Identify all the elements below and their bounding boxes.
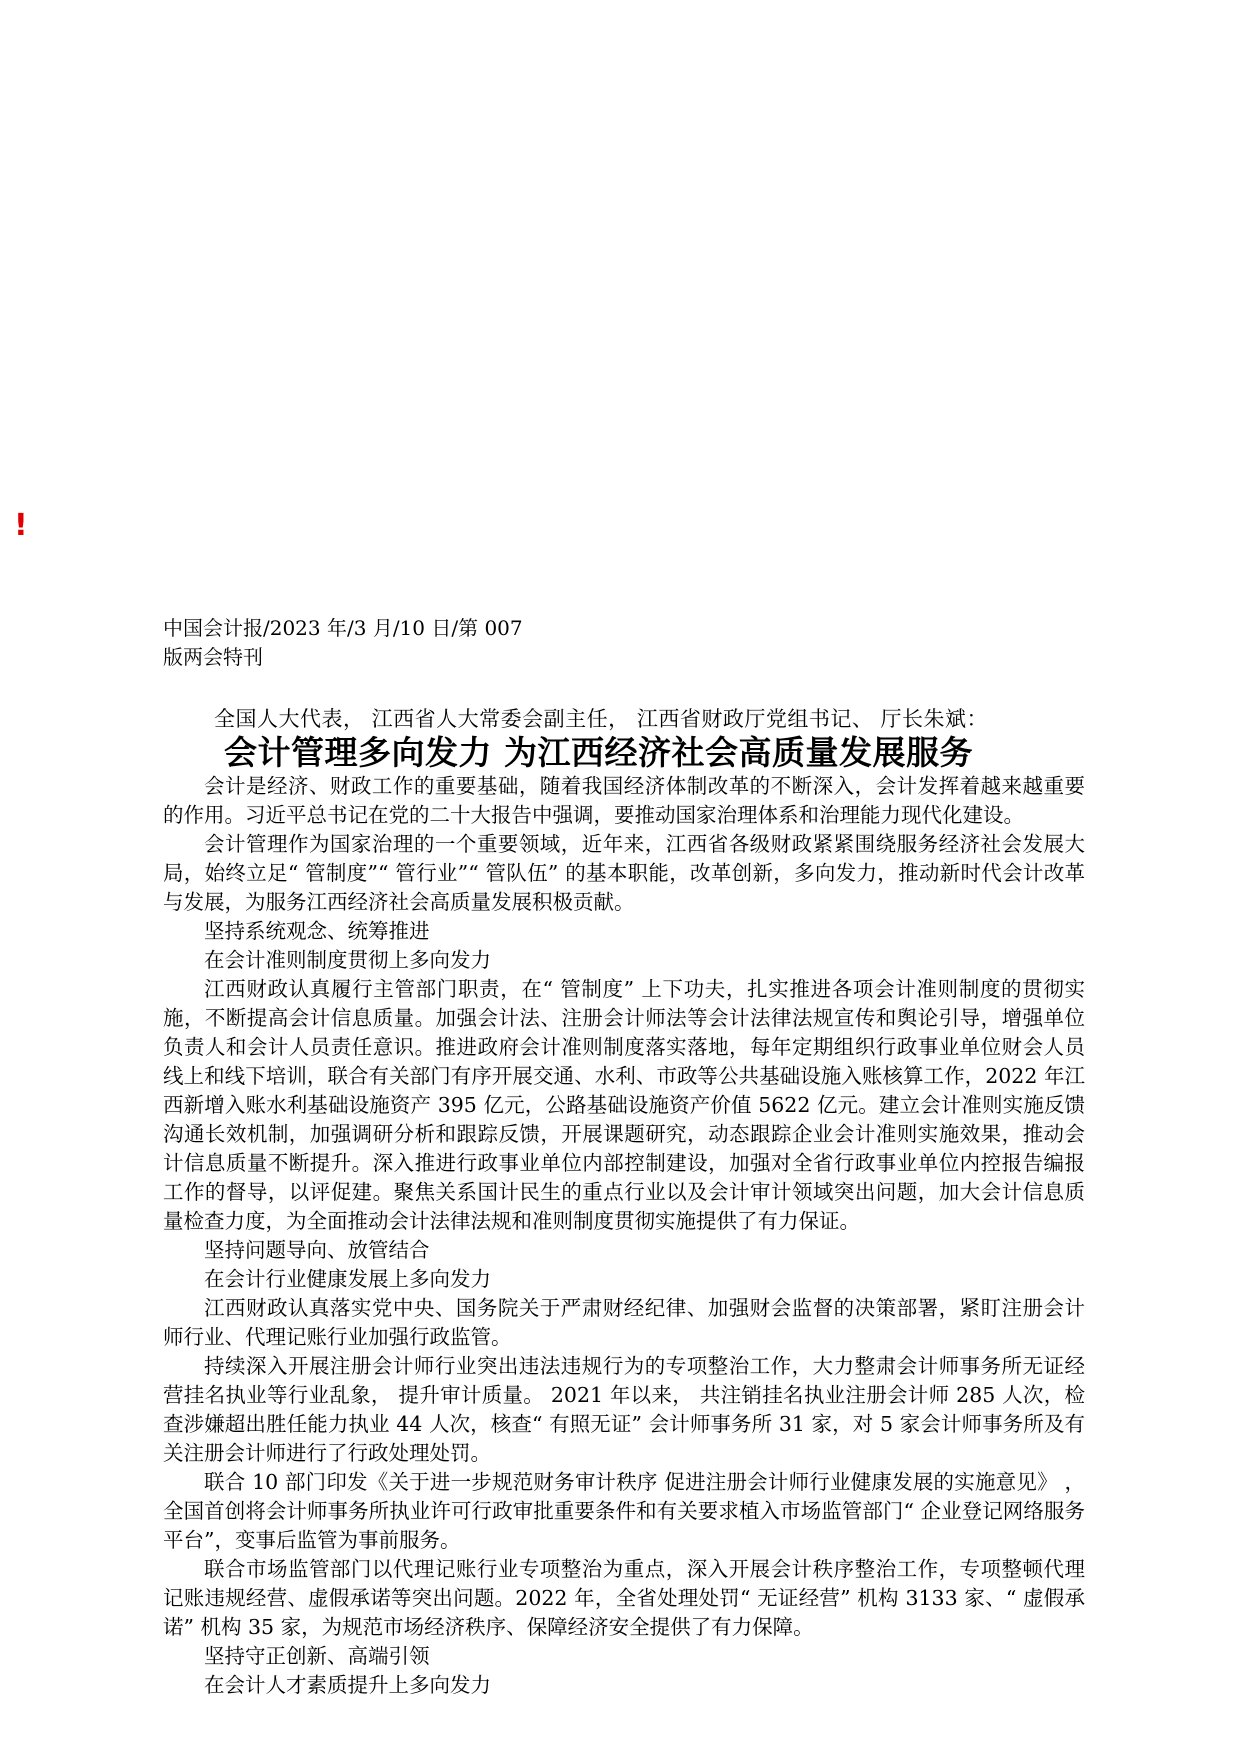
article-body xyxy=(163,772,1085,1700)
paragraph: 江西财政认真落实党中央、国务院关于严肃财经纪律、加强财会监督的决策部署，紧盯注册会计师行业、代理记账行业加强行政监管。 xyxy=(163,1296,1085,1349)
subheading: 坚持系统观念、统筹推进 xyxy=(204,919,430,943)
source-line-1: 中国会计报/2023 年/3 月/10 日/第 007 xyxy=(163,616,523,640)
headline-kicker: 全国人大代表， 江西省人大常委会副主任， 江西省财政厅党组书记、 厅长朱斌： xyxy=(214,707,989,731)
paragraph: 会计管理作为国家治理的一个重要领域，近年来，江西省各级财政紧紧围绕服务经济社会发展大局，始终立足“ 管制度”“ 管行业”“ 管队伍” 的基本职能，改革创新，多向发力，推动新时代会计改革与发展，为服务江西经济社会高质量发展积极贡献。 xyxy=(163,832,1085,914)
red-exclamation-mark: ! xyxy=(14,508,28,543)
subheading: 在会计行业健康发展上多向发力 xyxy=(204,1267,491,1291)
source-line-2: 版两会特刊 xyxy=(163,645,263,669)
paragraph: 会计是经济、财政工作的重要基础，随着我国经济体制改革的不断深入，会计发挥着越来越重要的作用。习近平总书记在党的二十大报告中强调，要推动国家治理体系和治理能力现代化建设。 xyxy=(163,774,1085,827)
headline: 会计管理多向发力 为江西经济社会高质量发展服务 xyxy=(224,733,973,772)
subheading: 坚持问题导向、放管结合 xyxy=(204,1238,430,1262)
subheading: 在会计准则制度贯彻上多向发力 xyxy=(204,948,491,972)
paragraph: 持续深入开展注册会计师行业突出违法违规行为的专项整治工作，大力整肃会计师事务所无证经营挂名执业等行业乱象， 提升审计质量。 2021 年以来， 共注销挂名执业注册会计师 285 人次，检查涉嫌超出胜任能力执业 44 人次，核查“ 有照无证” 会计师事务所 31 家，对 5 家会计师事务所及有关注册会计师进行了行政处理处罚。 xyxy=(163,1354,1085,1465)
paragraph: 江西财政认真履行主管部门职责，在“ 管制度” 上下功夫，扎实推进各项会计准则制度的贯彻实施，不断提高会计信息质量。加强会计法、注册会计师法等会计法律法规宣传和舆论引导，增强单位负责人和会计人员责任意识。推进政府会计准则制度落实落地，每年定期组织行政事业单位财会人员线上和线下培训，联合有关部门有序开展交通、水利、市政等公共基础设施入账核算工作，2022 年江西新增入账水利基础设施资产 395 亿元，公路基础设施资产价值 5622 亿元。建立会计准则实施反馈沟通长效机制，加强调研分析和跟踪反馈，开展课题研究，动态跟踪企业会计准则实施效果，推动会计信息质量不断提升。深入推进行政事业单位内部控制建设，加强对全省行政事业单位内控报告编报工作的督导，以评促建。聚焦关系国计民生的重点行业以及会计审计领域突出问题，加大会计信息质量检查力度，为全面推动会计法律法规和准则制度贯彻实施提供了有力保证。 xyxy=(163,977,1085,1233)
subheading: 在会计人才素质提升上多向发力 xyxy=(204,1673,491,1697)
subheading: 坚持守正创新、高端引领 xyxy=(204,1644,430,1668)
paragraph: 联合市场监管部门以代理记账行业专项整治为重点，深入开展会计秩序整治工作，专项整顿代理记账违规经营、虚假承诺等突出问题。2022 年，全省处理处罚“ 无证经营” 机构 3133 家、“ 虚假承诺” 机构 35 家，为规范市场经济秩序、保障经济安全提供了有力保障。 xyxy=(163,1557,1085,1639)
source-citation xyxy=(163,614,523,672)
paragraph: 联合 10 部门印发《关于进一步规范财务审计秩序 促进注册会计师行业健康发展的实施意见》 ，全国首创将会计师事务所执业许可行政审批重要条件和有关要求植入市场监管部门“ 企业登记网络服务平台”，变事后监管为事前服务。 xyxy=(163,1470,1085,1552)
